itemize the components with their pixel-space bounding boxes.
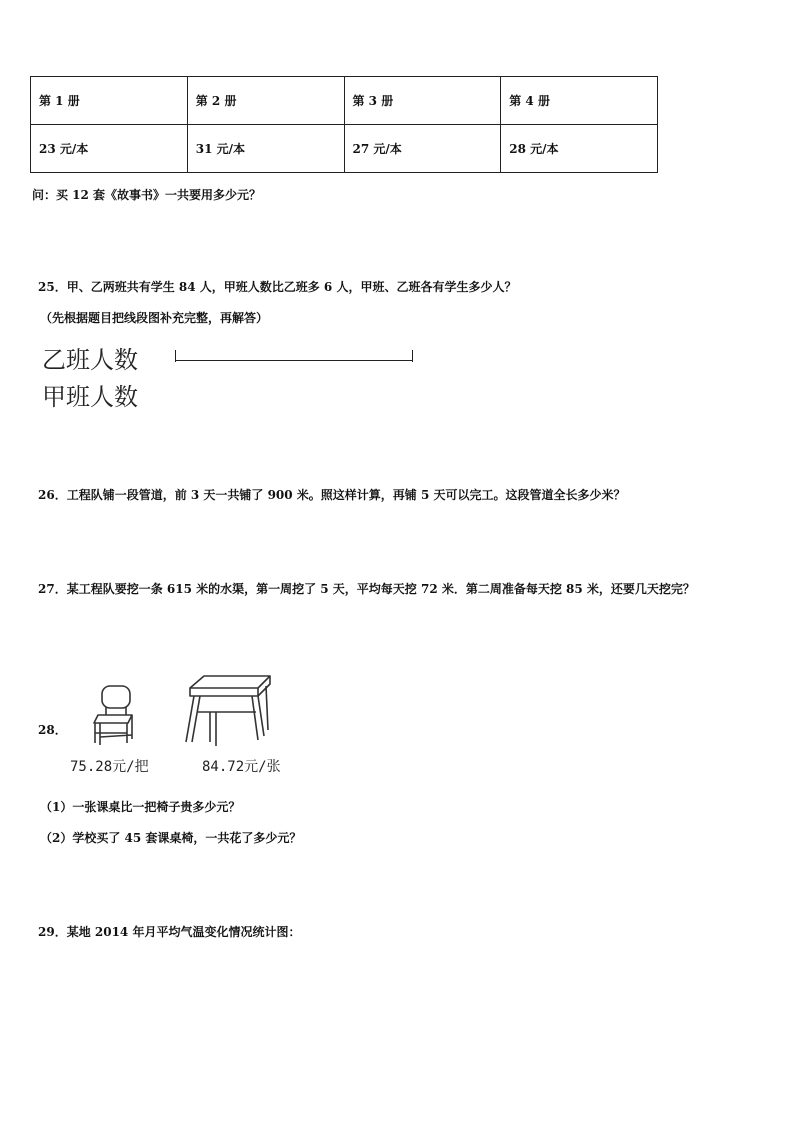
q26-text: 26．工程队铺一段管道，前 3 天一共铺了 900 米。照这样计算，再铺 5 天可以完工。这段管道全长多少米？ — [38, 488, 626, 502]
table-cell: 第 2 册 — [187, 77, 344, 125]
q27-text: 27．某工程队要挖一条 615 米的水渠，第一周挖了 5 天，平均每天挖 72 米．第二周准备每天挖 85 米，还要几天挖完？ — [38, 582, 695, 596]
table-row-header — [31, 77, 658, 125]
q24-question: 问：买 12 套《故事书》一共要用多少元？ — [32, 188, 262, 202]
q28-sub1: （1）一张课桌比一把椅子贵多少元？ — [40, 800, 241, 814]
table-cell: 第 1 册 — [31, 77, 188, 125]
table-cell: 23 元/本 — [31, 125, 188, 173]
q29-text: 29．某地 2014 年月平均气温变化情况统计图： — [38, 925, 301, 939]
chair-price: 75.28元/把 — [70, 759, 149, 775]
price-table — [30, 76, 658, 173]
q28-sub2: （2）学校买了 45 套课桌椅，一共花了多少元？ — [40, 831, 302, 845]
segment-label-class-a: 甲班人数 — [42, 383, 138, 411]
segment-label-class-b: 乙班人数 — [42, 346, 138, 374]
table-row-prices — [31, 125, 658, 173]
q25-text: 25．甲、乙两班共有学生 84 人，甲班人数比乙班多 6 人，甲班、乙班各有学生多少人？ — [38, 280, 517, 294]
desk-icon — [180, 672, 276, 750]
chair-icon — [88, 683, 144, 749]
table-cell: 第 3 册 — [344, 77, 501, 125]
desk-price: 84.72元/张 — [202, 759, 281, 775]
table-cell: 第 4 册 — [501, 77, 658, 125]
segment-tick-right — [412, 350, 413, 362]
table-cell: 28 元/本 — [501, 125, 658, 173]
q28-number: 28． — [38, 723, 67, 737]
table-cell: 27 元/本 — [344, 125, 501, 173]
table-cell: 31 元/本 — [187, 125, 344, 173]
q25-note: （先根据题目把线段图补充完整，再解答） — [40, 311, 269, 325]
segment-line-class-b — [175, 360, 413, 361]
